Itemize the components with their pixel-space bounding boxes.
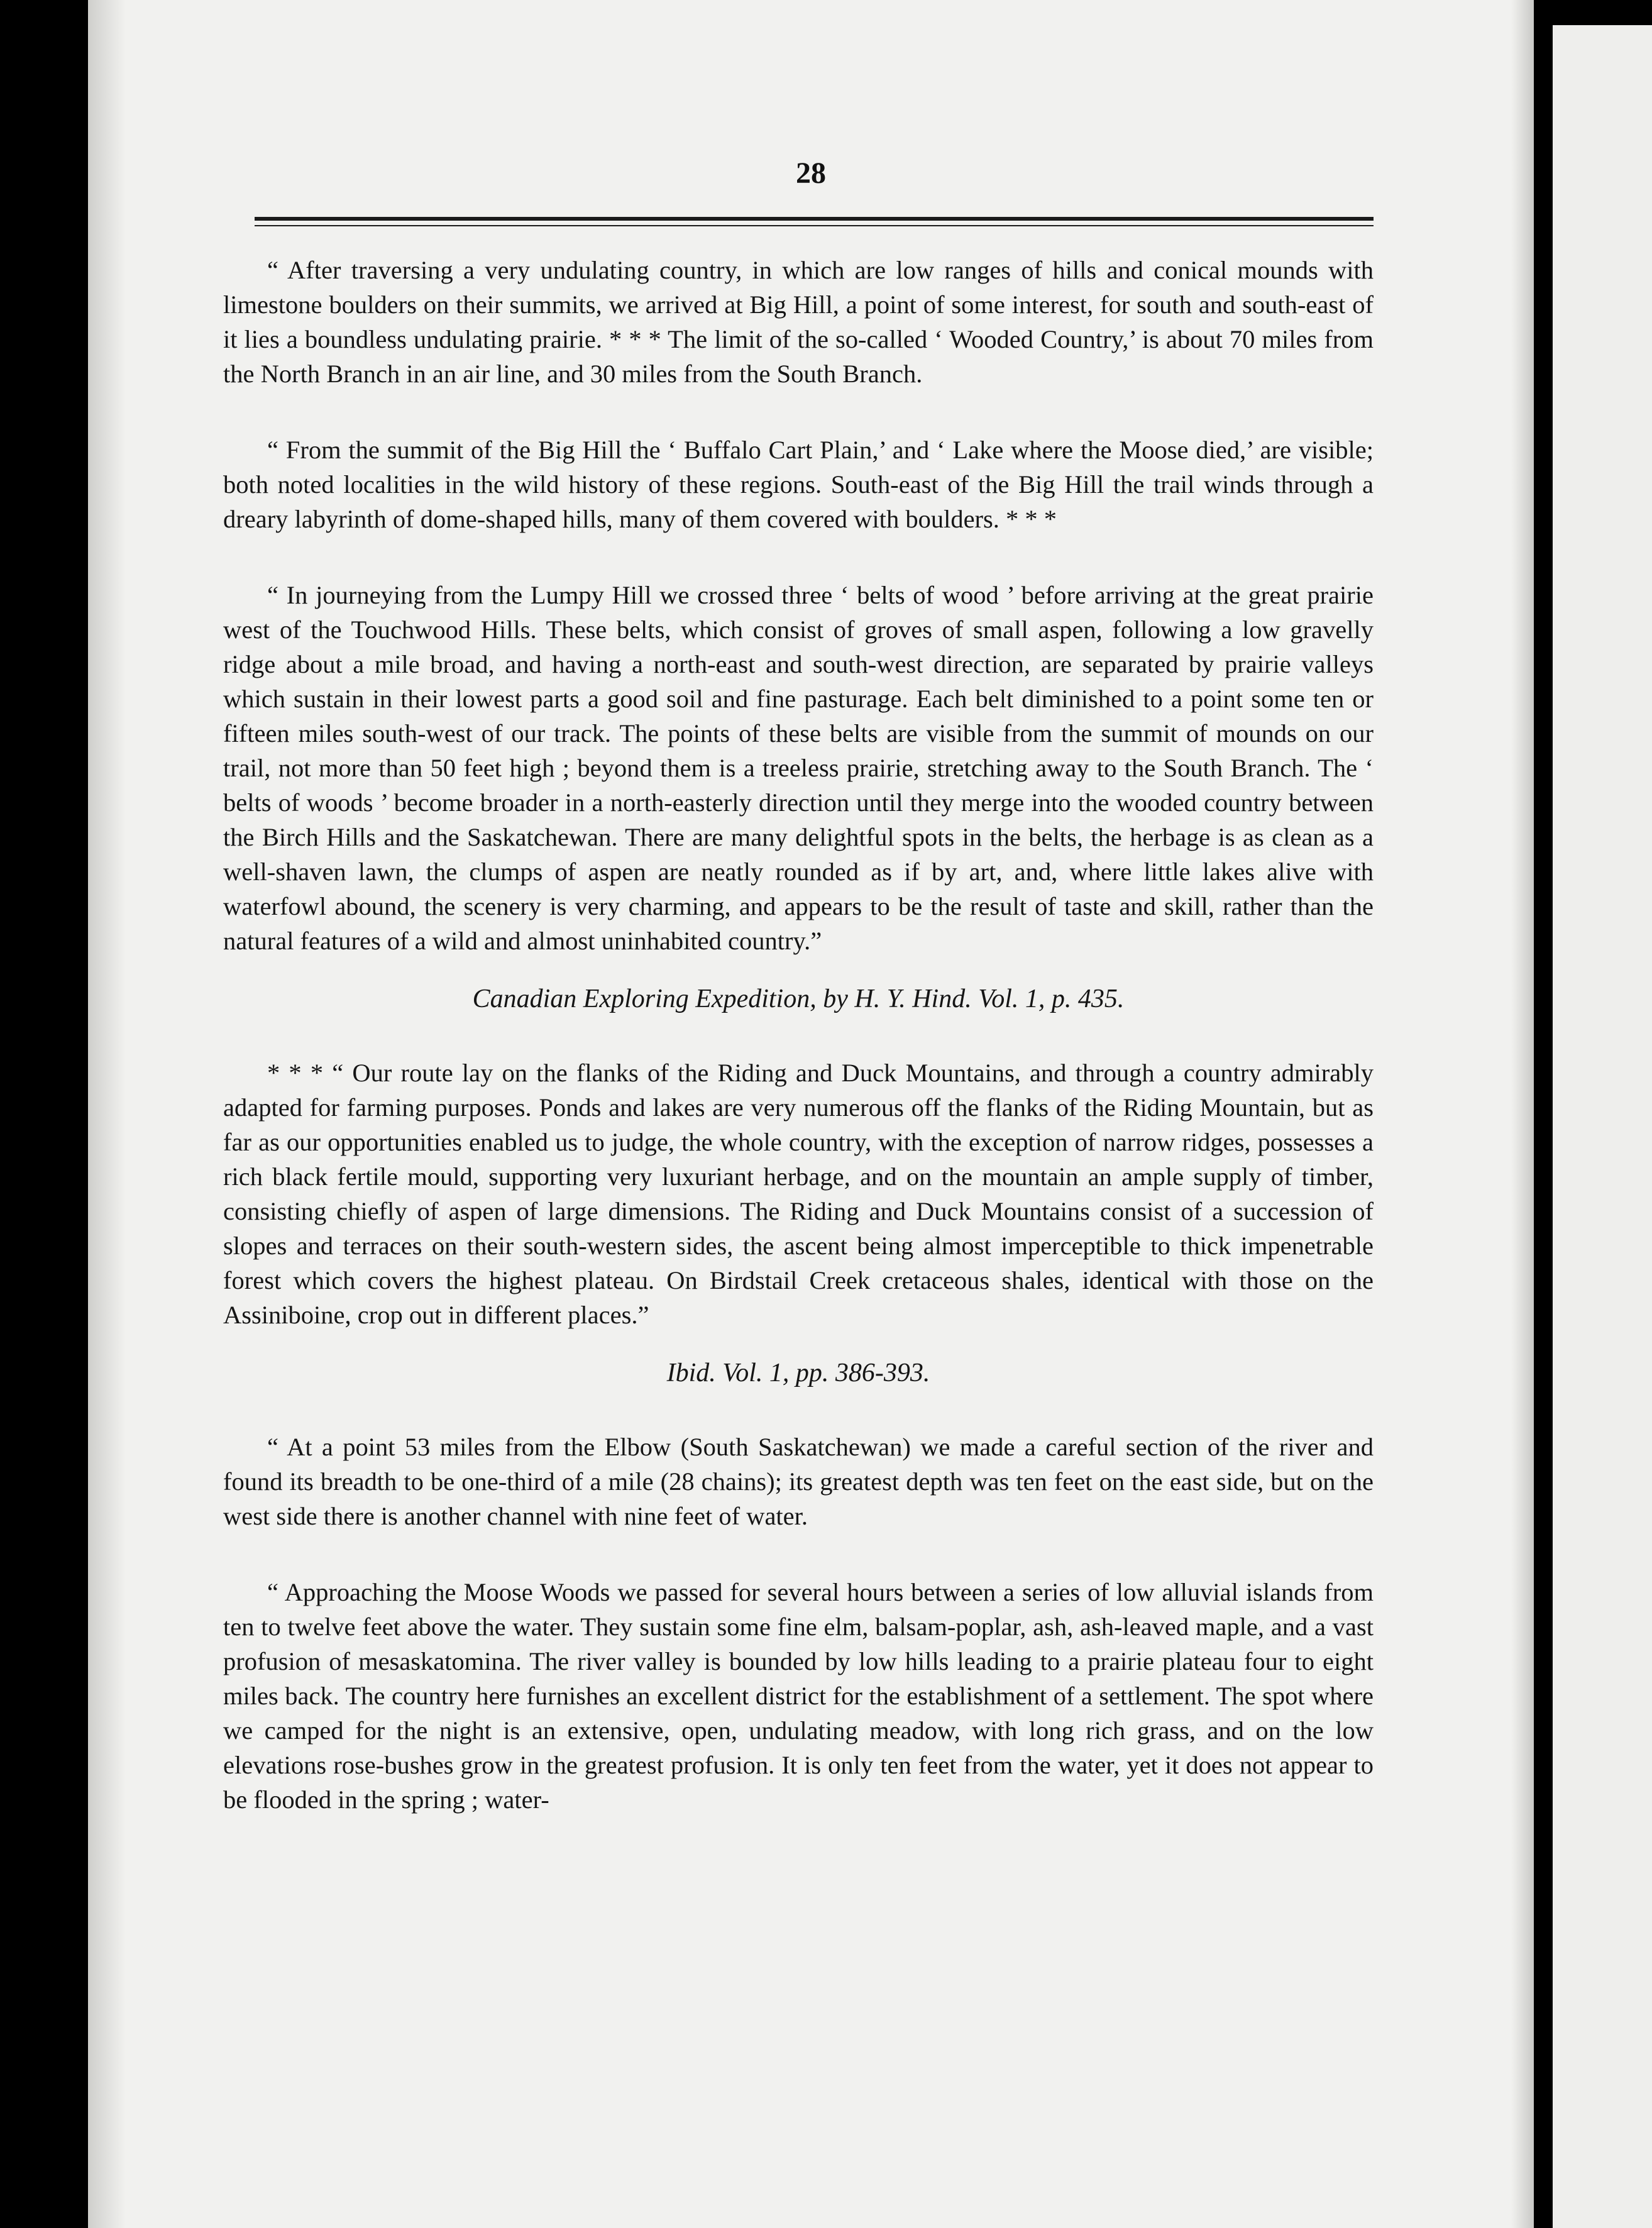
paragraph-big-hill: “ After traversing a very undulating country, in which are low ranges of hills and conical mounds with limestone boulders on their summits, we arrived at Big Hill, a point of some interest, for south and south-east of it lies a boundless undulating prairie. * * * The limit of the so-called ‘ Wooded Country,’ is about 70 miles from the North Branch in an air line, and 30 miles from the South Branch.	[223, 256, 1374, 388]
citation-ibid: Ibid. Vol. 1, pp. 386-393.	[666, 1359, 930, 1387]
book-page	[88, 0, 1534, 2228]
adjacent-page-edge	[1553, 25, 1652, 2228]
citation-hind-vol1: Canadian Exploring Expedition, by H. Y. Hind. Vol. 1, p. 435.	[472, 984, 1125, 1013]
page-gutter-shadow	[88, 0, 126, 2228]
page-edge-shadow	[1511, 0, 1534, 2228]
paragraph-buffalo-cart-plain: “ From the summit of the Big Hill the ‘ Buffalo Cart Plain,’ and ‘ Lake where the Moose died,’ are visible; both noted localities in the wild history of these regions. South-east of the Big Hill the trail winds through a dreary labyrinth of dome-shaped hills, many of them covered with boulders. * * *	[223, 436, 1374, 533]
paragraph-moose-woods: “ Approaching the Moose Woods we passed for several hours between a series of low alluvial islands from ten to twelve feet above the water. They sustain some fine elm, balsam-poplar, ash, ash-leaved maple, and a vast profusion of mesaskatomina. The river valley is bounded by low hills leading to a prairie plateau four to eight miles back. The country here furnishes an excellent district for the establishment of a settlement. The spot where we camped for the night is an extensive, open, undulating meadow, with long rich grass, and on the low elevations rose-bushes grow in the greatest profusion. It is only ten feet from the water, yet it does not appear to be flooded in the spring ; water-	[223, 1578, 1374, 1814]
header-rule-thin	[255, 225, 1374, 226]
page-body	[223, 253, 1374, 1817]
paragraph-riding-mountains: * * * “ Our route lay on the flanks of the Riding and Duck Mountains, and through a country admirably adapted for farming purposes. Ponds and lakes are very numerous off the flanks of the Riding Mountain, but as far as our opportunities enabled us to judge, the whole country, with the exception of narrow ridges, possesses a rich black fertile mould, supporting very luxuriant herbage, and on the mountain an ample supply of timber, consisting chiefly of aspen of large dimensions. The Riding and Duck Mountains consist of a succession of slopes and terraces on their south-western sides, the ascent being almost imperceptible to thick impenetrable forest which covers the highest plateau. On Birdstail Creek cretaceous shales, identical with those on the Assiniboine, crop out in different places.”	[223, 1059, 1374, 1329]
header-rule-thick	[255, 217, 1374, 221]
page-number: 28	[796, 157, 826, 190]
paragraph-elbow-section: “ At a point 53 miles from the Elbow (South Saskatchewan) we made a careful section of the river and found its breadth to be one-third of a mile (28 chains); its greatest depth was ten feet on the east side, but on the west side there is another channel with nine feet of water.	[223, 1433, 1374, 1530]
paragraph-belts-of-wood: “ In journeying from the Lumpy Hill we crossed three ‘ belts of wood ’ before arriving at the great prairie west of the Touchwood Hills. These belts, which consist of groves of small aspen, following a low gravelly ridge about a mile broad, and having a north-east and south-west direction, are separated by prairie valleys which sustain in their lowest parts a good soil and fine pasturage. Each belt diminished to a point some ten or fifteen miles south-west of our track. The points of these belts are visible from the summit of mounds on our trail, not more than 50 feet high ; beyond them is a treeless prairie, stretching away to the South Branch. The ‘ belts of woods ’ become broader in a north-easterly direction until they merge into the wooded country between the Birch Hills and the Saskatchewan. There are many delightful spots in the belts, the herbage is as clean as a well-shaven lawn, the clumps of aspen are neatly rounded as if by art, and, where little lakes alive with waterfowl abound, the scenery is very charming, and appears to be the result of taste and skill, rather than the natural features of a wild and almost uninhabited country.”	[223, 581, 1374, 955]
